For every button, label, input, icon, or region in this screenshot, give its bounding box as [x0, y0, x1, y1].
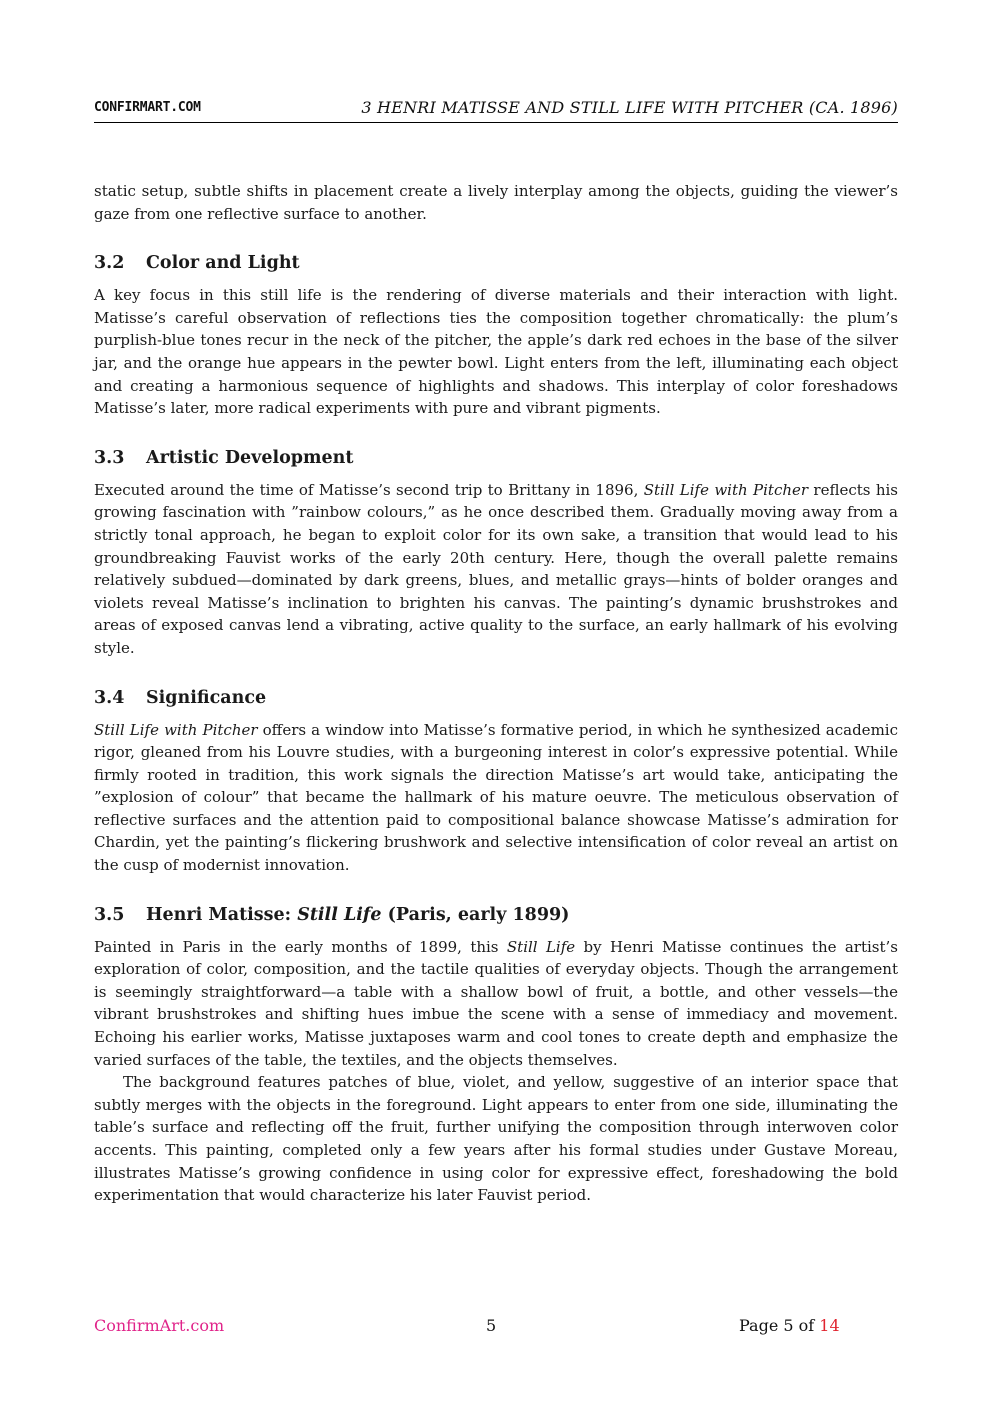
- section-number: 3.5: [94, 904, 125, 925]
- section-heading-3-3: [94, 446, 898, 470]
- artistic-development-paragraph: [94, 479, 898, 660]
- page-header: [94, 98, 898, 123]
- page-total-link[interactable]: 14: [819, 1316, 840, 1335]
- text-run: offers a window into Matisse’s formative period, in which he synthesized academic rigor, gleaned from his Louvre studies, with a burgeoning interest in color’s expressive potential. While firmly rooted in tradition, this work signals the direction Matisse’s art would take, anticipating the ”explosion of colour” that became the hallmark of his mature oeuvre. The meticulous observation of reflective surfaces and the attention paid to compositional balance showcase Matisse’s admiration for Chardin, yet the painting’s flickering brushwork and selective intensification of color reveal an artist on the cusp of modernist innovation.: [94, 720, 898, 875]
- work-title: Still Life with Pitcher: [643, 480, 809, 499]
- page-content: [94, 180, 898, 1207]
- work-title: Still Life: [297, 904, 382, 925]
- section-number: 3.2: [94, 253, 125, 274]
- work-title: Still Life: [506, 937, 576, 956]
- section-heading-3-4: [94, 686, 898, 710]
- color-light-paragraph: A key focus in this still life is the rendering of diverse materials and their interaction with light. Matisse’s careful observation of reflections ties the composition together chromatically: the plum’s purplish-blue tones recur in the neck of the pitcher, the apple’s dark red echoes in the base of the silver jar, and the orange hue appears in the pewter bowl. Light enters from the left, illuminating each object and creating a harmonious sequence of highlights and shadows. This interplay of color foreshadows Matisse’s later, more radical experiments with pure and vibrant pigments.: [94, 286, 898, 418]
- footer-site-link[interactable]: ConfirmArt.com: [94, 1316, 225, 1335]
- text-run: reflects his growing fascination with ”rainbow colours,” as he once described them. Gradually moving away from a strictly tonal approach, he began to exploit color for its own sake, a transition that would lead to his groundbreaking Fauvist works of the early 20th century. Here, though the overall palette remains relatively subdued—dominated by dark greens, blues, and metallic grays—hints of bolder oranges and violets reveal Matisse’s inclination to brighten his canvas. The painting’s dynamic brushstrokes and areas of exposed canvas lend a vibrating, active quality to the surface, an early hallmark of his evolving style.: [94, 480, 899, 657]
- site-logo: CONFIRMART.COM: [94, 100, 201, 115]
- section-title: Henri Matisse:: [146, 904, 298, 925]
- still-life-paragraph-2: The background features patches of blue, violet, and yellow, suggestive of an interior space that subtly merges with the objects in the foreground. Light appears to enter from one side, illuminating the table’s surface and reflecting off the fruit, further unifying the composition through interwoven color accents. This painting, completed only a few years after his formal studies under Gustave Moreau, illustrates Matisse’s growing confidence in using color for expressive effect, foreshadowing the bold experimentation that would characterize his later Fauvist period.: [94, 1073, 898, 1205]
- still-life-paragraph-1: [94, 936, 898, 1072]
- section-number: 3.3: [94, 447, 125, 468]
- section-number: 3.4: [94, 687, 125, 708]
- page-label: Page 5 of: [739, 1316, 820, 1335]
- section-title: Color and Light: [146, 253, 300, 274]
- page-footer: [94, 1316, 898, 1338]
- work-title: Still Life with Pitcher: [94, 720, 258, 739]
- section-heading-3-2: [94, 251, 898, 275]
- section-title: Artistic Development: [146, 447, 354, 468]
- section-heading-3-5: [94, 903, 898, 927]
- text-run: by Henri Matisse continues the artist’s exploration of color, composition, and the tactile qualities of everyday objects. Though the arrangement is seemingly straightforward—a table with a shallow bowl of fruit, a bottle, and other vessels—the vibrant brushstrokes and shifting hues imbue the scene with a sense of immediacy and movement. Echoing his earlier works, Matisse juxtaposes warm and cool tones to create depth and emphasize the varied surfaces of the table, the textiles, and the objects themselves.: [94, 937, 898, 1069]
- significance-paragraph: [94, 719, 898, 877]
- footer-page-number: 5: [486, 1316, 497, 1335]
- intro-paragraph: static setup, subtle shifts in placement create a lively interplay among the objects, guiding the viewer’s gaze from one reflective surface to another.: [94, 182, 898, 223]
- section-title-suffix: (Paris, early 1899): [381, 904, 570, 925]
- footer-page-of: [739, 1316, 840, 1335]
- text-run: Painted in Paris in the early months of 1899, this: [94, 937, 507, 956]
- text-run: Executed around the time of Matisse’s second trip to Brittany in 1896,: [94, 480, 644, 499]
- section-title: Significance: [146, 687, 267, 708]
- running-title: 3 HENRI MATISSE AND STILL LIFE WITH PITCHER (CA. 1896): [361, 98, 898, 117]
